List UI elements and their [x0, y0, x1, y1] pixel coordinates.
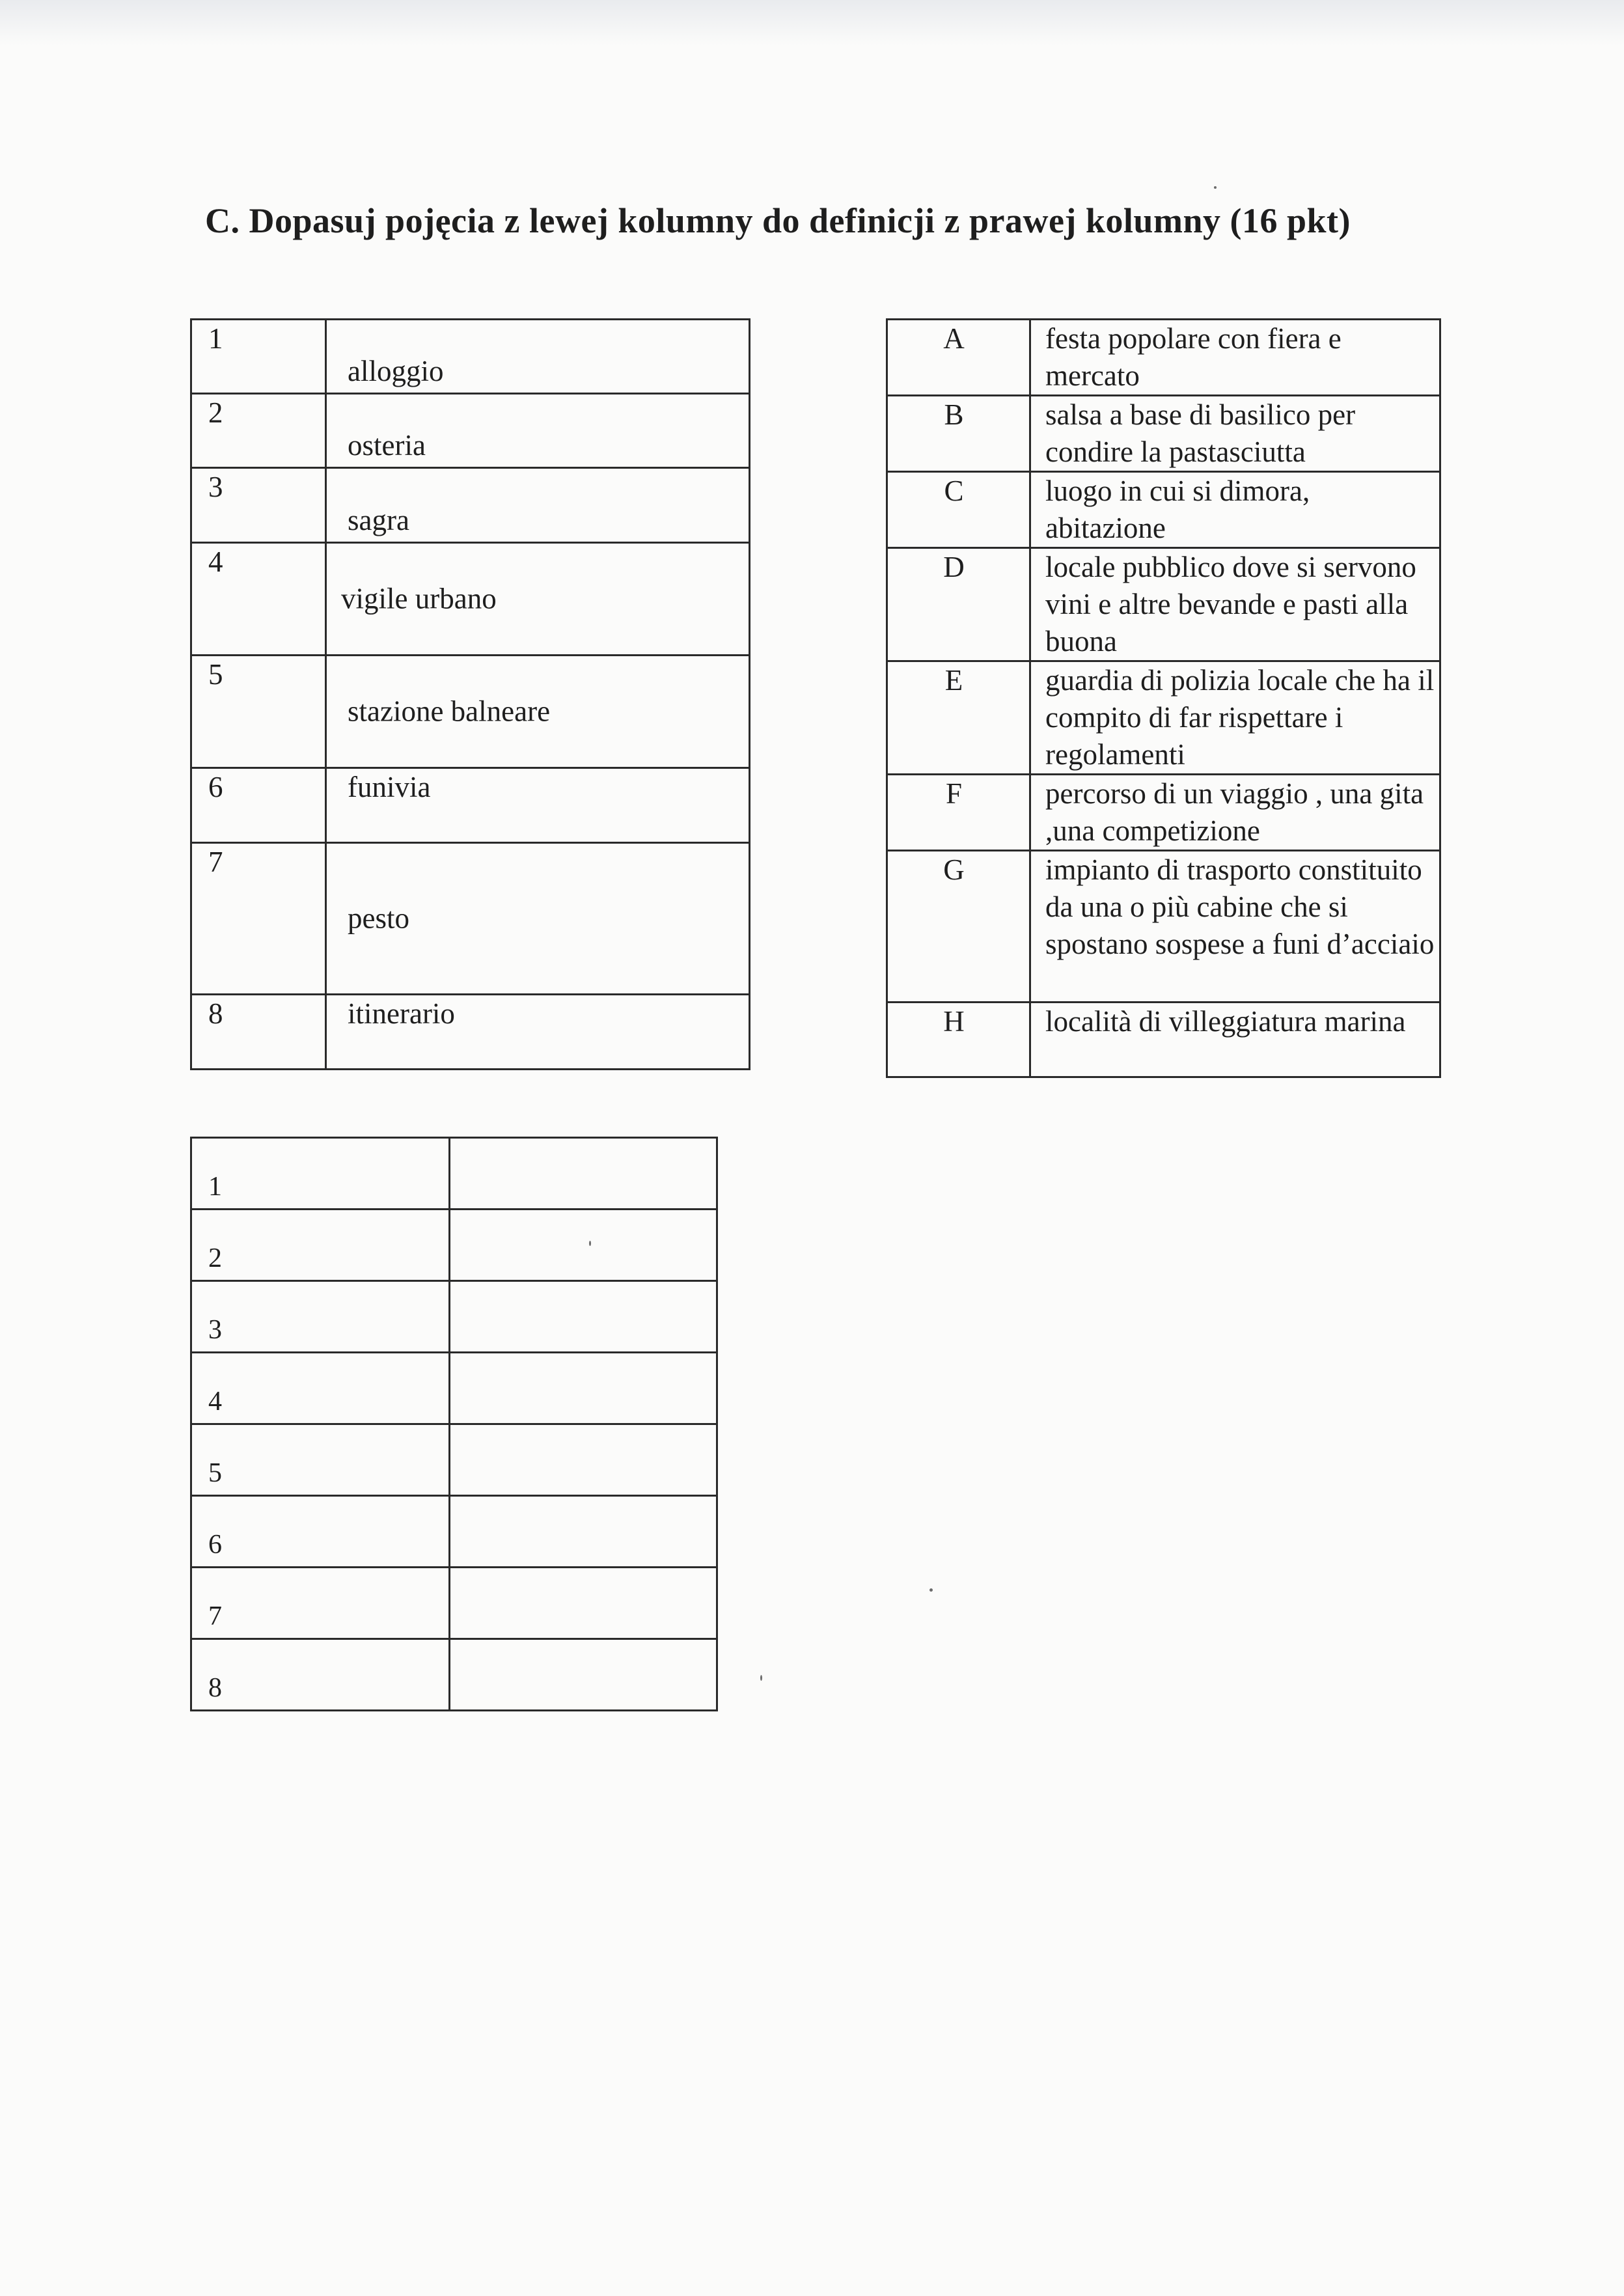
answer-number: 6: [191, 1496, 450, 1568]
definition-text: luogo in cui si dimora, abitazione: [1030, 472, 1440, 548]
answer-number: 4: [191, 1353, 450, 1424]
definition-text: percorso di un viaggio , una gita ,una competizione: [1030, 775, 1440, 851]
definition-row: [887, 851, 1440, 1003]
scan-speck: [589, 1241, 591, 1246]
scan-speck: [929, 1588, 933, 1592]
definitions-table: [886, 318, 1441, 1078]
term-number: 3: [191, 468, 326, 543]
answer-row: [191, 1138, 717, 1210]
definition-letter: D: [887, 548, 1030, 661]
scan-speck: [1214, 186, 1217, 189]
answer-row: [191, 1424, 717, 1496]
term-cell: [326, 768, 750, 843]
definition-text: impianto di trasporto constituito da una o più cabine che si spostano sospese a funi d’acciaio: [1030, 851, 1440, 1003]
answer-cell[interactable]: [450, 1281, 717, 1353]
term-number: 4: [191, 543, 326, 656]
term-text: funivia: [348, 771, 431, 803]
answer-cell[interactable]: [450, 1210, 717, 1281]
answer-grid: [190, 1137, 718, 1711]
answer-row: [191, 1353, 717, 1424]
definition-letter: G: [887, 851, 1030, 1003]
term-number: 8: [191, 995, 326, 1070]
term-text: osteria: [348, 429, 426, 462]
definition-row: [887, 396, 1440, 472]
term-cell: [326, 656, 750, 768]
answer-cell[interactable]: [450, 1353, 717, 1424]
scan-speck: [760, 1675, 762, 1681]
answer-number: 2: [191, 1210, 450, 1281]
answer-number: 7: [191, 1568, 450, 1639]
answer-row: [191, 1568, 717, 1639]
definition-letter: F: [887, 775, 1030, 851]
answer-cell[interactable]: [450, 1496, 717, 1568]
answer-row: [191, 1210, 717, 1281]
definition-letter: A: [887, 320, 1030, 396]
term-row: [191, 995, 750, 1070]
answer-number: 1: [191, 1138, 450, 1210]
scan-shading: [0, 0, 1624, 46]
term-number: 7: [191, 843, 326, 995]
definition-row: [887, 661, 1440, 775]
definition-letter: B: [887, 396, 1030, 472]
term-row: [191, 468, 750, 543]
terms-table: [190, 318, 750, 1070]
term-text: alloggio: [348, 355, 444, 387]
answer-cell[interactable]: [450, 1138, 717, 1210]
answer-number: 5: [191, 1424, 450, 1496]
definition-row: [887, 472, 1440, 548]
term-row: [191, 656, 750, 768]
answer-number: 8: [191, 1639, 450, 1711]
definition-row: [887, 1003, 1440, 1077]
term-number: 6: [191, 768, 326, 843]
term-cell: [326, 468, 750, 543]
exercise-title: C. Dopasuj pojęcia z lewej kolumny do definicji z prawej kolumny (16 pkt): [205, 201, 1351, 240]
definition-row: [887, 320, 1440, 396]
definition-text: località di villeggiatura marina: [1030, 1003, 1440, 1077]
term-number: 1: [191, 320, 326, 394]
term-cell: [326, 995, 750, 1070]
answer-cell[interactable]: [450, 1424, 717, 1496]
definition-text: guardia di polizia locale che ha il compito di far rispettare i regolamenti: [1030, 661, 1440, 775]
definition-row: [887, 548, 1440, 661]
definition-letter: C: [887, 472, 1030, 548]
term-text: sagra: [348, 504, 409, 536]
term-number: 5: [191, 656, 326, 768]
term-text: itinerario: [348, 997, 455, 1030]
term-row: [191, 394, 750, 468]
answer-number: 3: [191, 1281, 450, 1353]
term-row: [191, 543, 750, 656]
term-text: vigile urbano: [341, 582, 497, 615]
term-cell: [326, 843, 750, 995]
term-cell: [326, 543, 750, 656]
definition-text: festa popolare con fiera e mercato: [1030, 320, 1440, 396]
definition-text: locale pubblico dove si servono vini e altre bevande e pasti alla buona: [1030, 548, 1440, 661]
answer-cell[interactable]: [450, 1639, 717, 1711]
term-cell: [326, 394, 750, 468]
term-row: [191, 768, 750, 843]
definition-row: [887, 775, 1440, 851]
answer-cell[interactable]: [450, 1568, 717, 1639]
answer-row: [191, 1639, 717, 1711]
answer-row: [191, 1281, 717, 1353]
term-text: pesto: [348, 902, 409, 935]
term-row: [191, 320, 750, 394]
definition-text: salsa a base di basilico per condire la pastasciutta: [1030, 396, 1440, 472]
term-number: 2: [191, 394, 326, 468]
definition-letter: H: [887, 1003, 1030, 1077]
term-row: [191, 843, 750, 995]
answer-row: [191, 1496, 717, 1568]
term-cell: [326, 320, 750, 394]
term-text: stazione balneare: [348, 695, 551, 728]
definition-letter: E: [887, 661, 1030, 775]
